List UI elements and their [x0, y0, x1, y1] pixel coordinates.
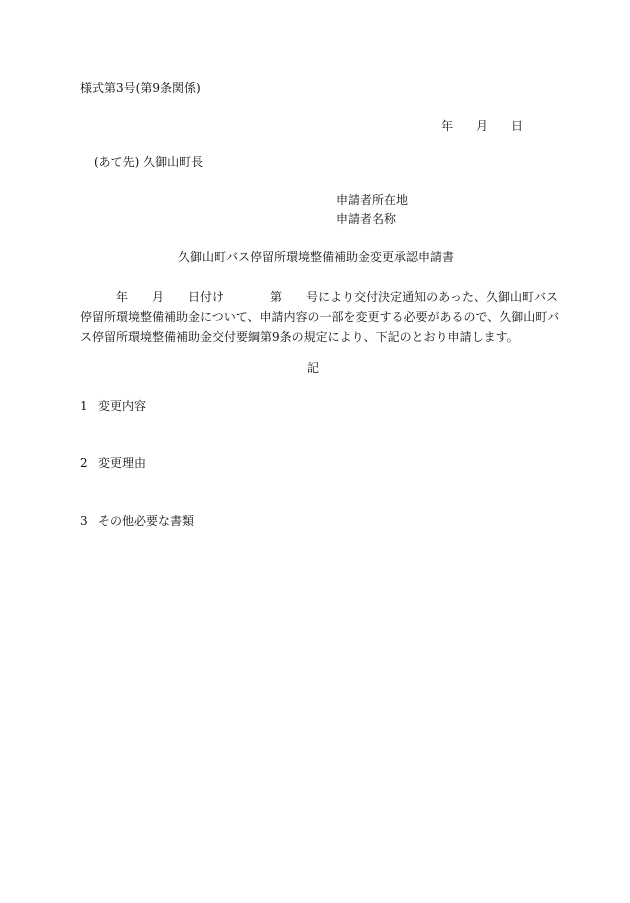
list-item	[80, 515, 194, 527]
body-line-2: 停留所環境整備補助金について、申請内容の一部を変更する必要があるので、久御山町バ	[80, 310, 560, 324]
item-label: 変更理由	[98, 456, 147, 470]
body-month-label: 月	[152, 290, 165, 304]
body-line-3: ス停留所環境整備補助金交付要綱第9条の規定により、下記のとおり申請します。	[80, 330, 519, 344]
date-month-label: 月	[476, 119, 489, 133]
addressee: (あて先) 久御山町長	[94, 155, 204, 169]
list-item	[80, 457, 146, 469]
date-year-label: 年	[441, 119, 454, 133]
date-day-label: 日	[511, 119, 524, 133]
form-number: 様式第3号(第9条関係)	[80, 81, 201, 95]
date-line	[441, 120, 523, 132]
body-date-suffix: 日付け	[188, 290, 225, 304]
document-title: 久御山町バス停留所環境整備補助金変更承認申請書	[178, 250, 455, 264]
body-year-label: 年	[116, 290, 129, 304]
item-label: その他必要な書類	[98, 514, 195, 528]
item-number: 1	[80, 399, 88, 413]
list-item	[80, 400, 146, 412]
item-label: 変更内容	[98, 399, 147, 413]
applicant-name-label: 申請者名称	[336, 212, 397, 226]
item-number: 2	[80, 456, 88, 470]
item-number: 3	[80, 514, 88, 528]
body-dai-label: 第	[270, 290, 283, 304]
applicant-address-label: 申請者所在地	[336, 193, 409, 207]
body-line-1	[80, 287, 560, 307]
body-paragraph	[80, 287, 560, 347]
body-line-1-rest: 号により交付決定通知のあった、久御山町バス	[306, 290, 558, 304]
ki-heading: 記	[307, 361, 320, 375]
